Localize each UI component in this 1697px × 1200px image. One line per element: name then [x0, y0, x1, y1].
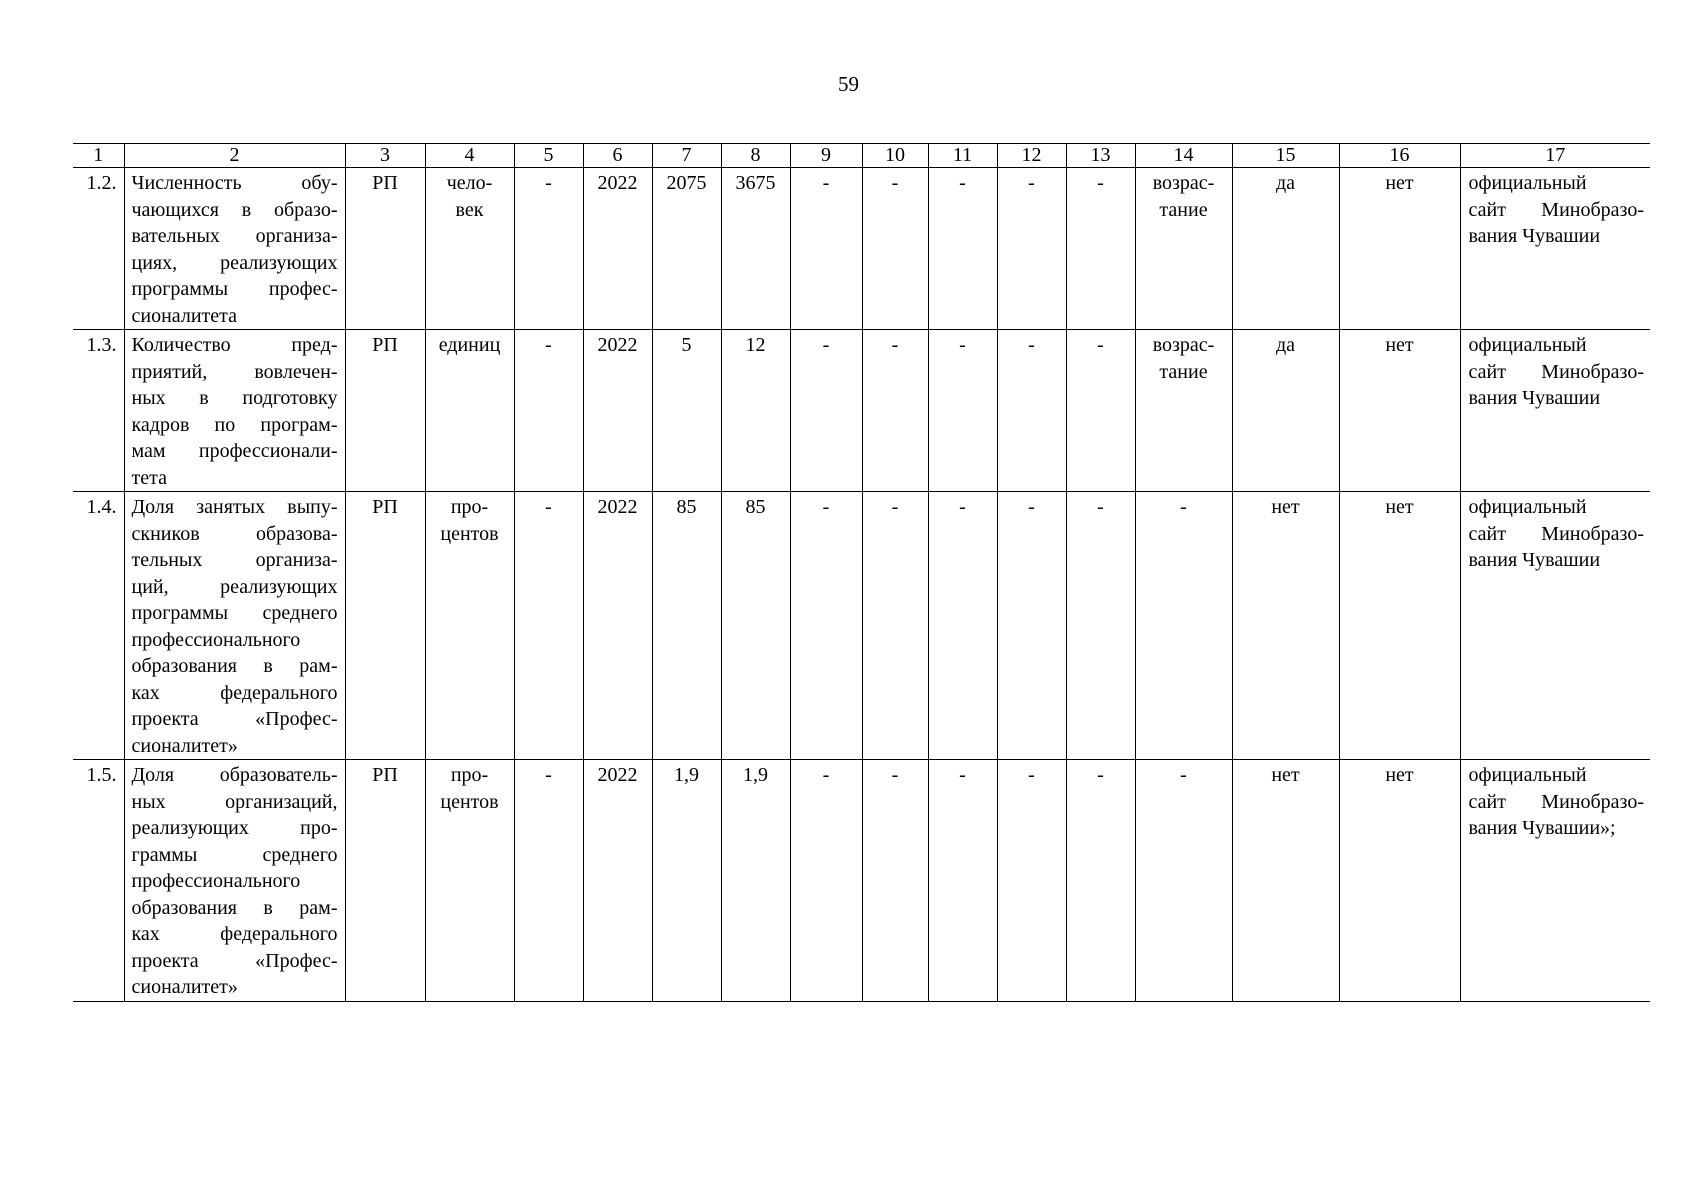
text-line: вания Чувашии — [1468, 387, 1601, 409]
base-year-cell: 2022 — [583, 168, 652, 330]
text-line: вания Чувашии — [1468, 225, 1601, 247]
text-line: Доля образователь- — [131, 764, 338, 786]
text-line: Доля занятых выпу- — [131, 496, 338, 518]
column-10-cell: - — [862, 760, 928, 1002]
column-10-cell: - — [862, 330, 928, 492]
text-line: сайт Минобразо- — [1468, 522, 1644, 545]
text-line: единиц — [438, 334, 501, 356]
column-16-cell: нет — [1339, 168, 1460, 330]
column-13-cell: - — [1066, 760, 1135, 1002]
text-line: образования в рам- — [131, 896, 338, 919]
row-number-cell: 1.3. — [73, 330, 124, 492]
text-line: ций, реализующих — [131, 575, 338, 598]
column-header: 1 — [73, 144, 124, 168]
text-line: реализующих про- — [131, 817, 338, 839]
column-13-cell: - — [1066, 330, 1135, 492]
table-row — [73, 492, 1650, 760]
base-value-cell: 85 — [652, 492, 721, 760]
column-16-cell: нет — [1339, 492, 1460, 760]
text-line: чело- — [446, 172, 493, 194]
base-year-cell: 2022 — [583, 492, 652, 760]
column-10-cell: - — [862, 492, 928, 760]
text-line: профессионального — [131, 628, 301, 651]
text-line: ных организаций, — [131, 790, 338, 813]
base-value-cell: 5 — [652, 330, 721, 492]
base-year-cell: 2022 — [583, 330, 652, 492]
column-15-cell: да — [1232, 168, 1339, 330]
unit-cell — [425, 168, 514, 330]
unit-cell — [425, 330, 514, 492]
text-line: официальный — [1468, 172, 1587, 194]
target-value-cell: 85 — [721, 492, 790, 760]
text-line: чающихся в образо- — [131, 198, 338, 221]
level-cell: РП — [345, 168, 425, 330]
column-10-cell: - — [862, 168, 928, 330]
column-header: 5 — [514, 144, 583, 168]
trend-cell — [1135, 760, 1232, 1002]
text-line: возрас- — [1152, 334, 1215, 356]
text-line: проекта «Профес- — [131, 949, 338, 972]
table-row — [73, 168, 1650, 330]
column-12-cell: - — [997, 330, 1066, 492]
column-12-cell: - — [997, 760, 1066, 1002]
target-value-cell: 3675 — [721, 168, 790, 330]
base-value-cell: 2075 — [652, 168, 721, 330]
text-line: Количество пред- — [131, 334, 338, 356]
column-15-cell: да — [1232, 330, 1339, 492]
level-cell: РП — [345, 760, 425, 1002]
indicator-name-cell — [124, 330, 345, 492]
text-line: сионалитет» — [131, 734, 238, 757]
target-value-cell: 12 — [721, 330, 790, 492]
column-header: 7 — [652, 144, 721, 168]
column-12-cell: - — [997, 168, 1066, 330]
row-number-cell: 1.2. — [73, 168, 124, 330]
text-line: профессионального — [131, 870, 301, 892]
column-15-cell: нет — [1232, 760, 1339, 1002]
column-11-cell: - — [928, 168, 997, 330]
trend-cell — [1135, 168, 1232, 330]
column-header: 9 — [790, 144, 862, 168]
column-5-cell: - — [514, 760, 583, 1002]
text-line: сайт Минобразо- — [1468, 360, 1644, 383]
column-number-row — [73, 144, 1650, 168]
page-number: 59 — [838, 72, 859, 96]
text-line: центов — [440, 790, 499, 813]
column-header: 12 — [997, 144, 1066, 168]
text-line: скников образова- — [131, 522, 338, 545]
column-15-cell: нет — [1232, 492, 1339, 760]
text-line: тельных организа- — [131, 549, 338, 571]
text-line: про- — [450, 764, 489, 786]
column-13-cell: - — [1066, 168, 1135, 330]
column-9-cell: - — [790, 330, 862, 492]
row-number-cell: 1.5. — [73, 760, 124, 1002]
column-5-cell: - — [514, 330, 583, 492]
column-header: 3 — [345, 144, 425, 168]
column-header: 13 — [1066, 144, 1135, 168]
unit-cell — [425, 760, 514, 1002]
table-row — [73, 330, 1650, 492]
base-year-cell: 2022 — [583, 760, 652, 1002]
column-header: 15 — [1232, 144, 1339, 168]
column-header: 14 — [1135, 144, 1232, 168]
column-5-cell: - — [514, 168, 583, 330]
text-line: граммы среднего — [131, 843, 338, 866]
text-line: - — [1180, 764, 1187, 786]
text-line: вательных организа- — [131, 225, 338, 247]
column-13-cell: - — [1066, 492, 1135, 760]
column-16-cell: нет — [1339, 330, 1460, 492]
text-line: проекта «Профес- — [131, 708, 338, 730]
text-line: циях, реализующих — [131, 251, 338, 274]
text-line: сионалитета — [131, 304, 237, 327]
indicator-name-cell — [124, 760, 345, 1002]
text-line: сионалитет» — [131, 976, 238, 998]
column-header: 2 — [124, 144, 345, 168]
text-line: вания Чувашии — [1468, 549, 1601, 571]
text-line: вания Чувашии»; — [1468, 817, 1616, 839]
column-16-cell: нет — [1339, 760, 1460, 1002]
source-cell — [1460, 760, 1650, 1002]
column-header: 10 — [862, 144, 928, 168]
text-line: тета — [131, 466, 167, 489]
base-value-cell: 1,9 — [652, 760, 721, 1002]
column-header: 6 — [583, 144, 652, 168]
column-11-cell: - — [928, 330, 997, 492]
text-line: официальный — [1468, 334, 1587, 356]
column-header: 16 — [1339, 144, 1460, 168]
target-value-cell: 1,9 — [721, 760, 790, 1002]
text-line: мам профессионали- — [131, 440, 338, 462]
column-header: 8 — [721, 144, 790, 168]
column-9-cell: - — [790, 168, 862, 330]
text-line: программы профес- — [131, 278, 338, 300]
text-line: центов — [440, 522, 499, 545]
unit-cell — [425, 492, 514, 760]
text-line: тание — [1159, 198, 1208, 221]
text-line: образования в рам- — [131, 655, 338, 677]
column-5-cell: - — [514, 492, 583, 760]
text-line: кадров по програм- — [131, 413, 338, 436]
column-header: 11 — [928, 144, 997, 168]
indicator-name-cell — [124, 492, 345, 760]
column-11-cell: - — [928, 492, 997, 760]
text-line: сайт Минобразо- — [1468, 198, 1644, 221]
text-line: тание — [1159, 360, 1208, 383]
column-11-cell: - — [928, 760, 997, 1002]
level-cell: РП — [345, 492, 425, 760]
source-cell — [1460, 492, 1650, 760]
text-line: ных в подготовку — [131, 387, 338, 409]
column-12-cell: - — [997, 492, 1066, 760]
indicators-table — [73, 143, 1650, 1002]
column-header: 17 — [1460, 144, 1650, 168]
text-line: сайт Минобразо- — [1468, 790, 1644, 813]
level-cell: РП — [345, 330, 425, 492]
text-line: официальный — [1468, 764, 1587, 786]
table-row — [73, 760, 1650, 1002]
indicator-name-cell — [124, 168, 345, 330]
text-line: программы среднего — [131, 602, 338, 624]
text-line: официальный — [1468, 496, 1587, 518]
text-line: приятий, вовлечен- — [131, 360, 338, 383]
text-line: ках федерального — [131, 681, 338, 704]
trend-cell — [1135, 492, 1232, 760]
text-line: возрас- — [1152, 172, 1215, 194]
text-line: век — [455, 198, 484, 221]
source-cell — [1460, 168, 1650, 330]
column-9-cell: - — [790, 492, 862, 760]
source-cell — [1460, 330, 1650, 492]
column-9-cell: - — [790, 760, 862, 1002]
row-number-cell: 1.4. — [73, 492, 124, 760]
trend-cell — [1135, 330, 1232, 492]
text-line: ках федерального — [131, 923, 338, 945]
text-line: Численность обу- — [131, 172, 338, 194]
text-line: про- — [450, 496, 489, 518]
column-header: 4 — [425, 144, 514, 168]
text-line: - — [1180, 496, 1187, 518]
